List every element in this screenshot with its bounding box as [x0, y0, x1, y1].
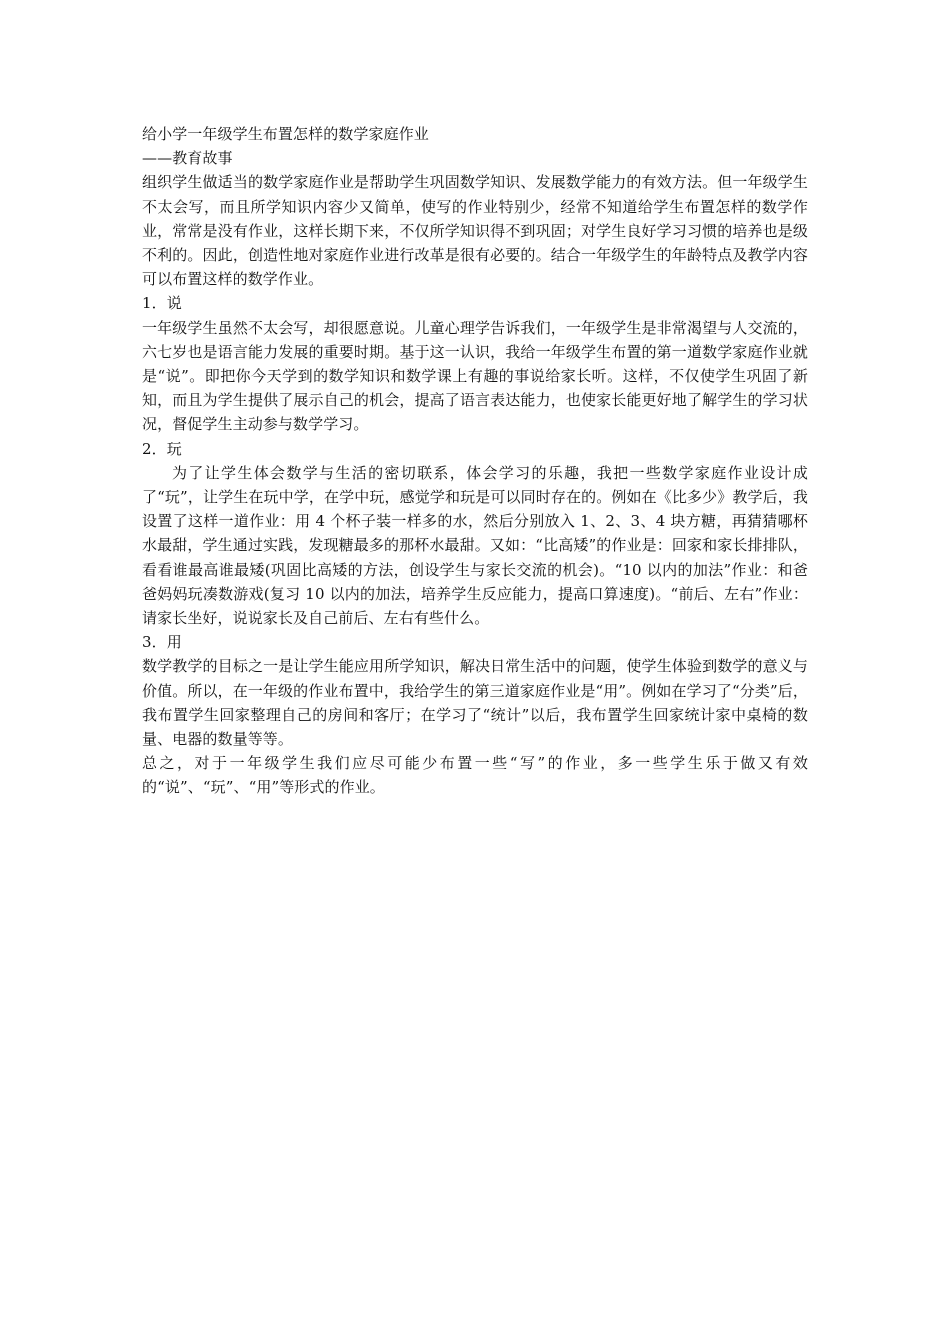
document-title: 给小学一年级学生布置怎样的数学家庭作业 [142, 125, 429, 143]
conclusion-paragraph: 总之，对于一年级学生我们应尽可能少布置一些“写”的作业，多一些学生乐于做又有效的“说”、“玩”、“用”等形式的作业。 [142, 754, 808, 797]
document-subtitle: ——教育故事 [142, 149, 233, 168]
section-heading-say: 1．说 [142, 294, 182, 313]
section-heading-use: 3．用 [142, 633, 182, 652]
section-body-play: 为了让学生体会数学与生活的密切联系，体会学习的乐趣，我把一些数学家庭作业设计成了“玩”，让学生在玩中学，在学中玩，感觉学和玩是可以同时存在的。例如在《比多少》教学后，我设置了这样一道作业：用 4 个杯子装一样多的水，然后分别放入 1、2、3、4 块方糖，再猜猜哪杯水最甜，学生通过实践，发现糖最多的那杯水最甜。又如：“比高矮”的作业是：回家和家长排排队，看看谁最高谁最矮(巩固比高矮的方法，创设学生与家长交流的机会)。“10 以内的加法”作业：和爸爸妈妈玩凑数游戏(复习 10 以内的加法，培养学生反应能力，提高口算速度)。“前后、左右”作业：请家长坐好，说说家长及自己前后、左右有些什么。 [142, 463, 808, 628]
document-page [142, 122, 808, 800]
intro-paragraph: 组织学生做适当的数学家庭作业是帮助学生巩固数学知识、发展数学能力的有效方法。但一年级学生不太会写，而且所学知识内容少又简单，使写的作业特别少，经常不知道给学生布置怎样的数学作业，常常是没有作业，这样长期下来，不仅所学知识得不到巩固；对学生良好学习习惯的培养也是级不利的。因此，创造性地对家庭作业进行改革是很有必要的。结合一年级学生的年龄特点及教学内容可以布置这样的数学作业。 [142, 173, 808, 289]
section-heading-play: 2．玩 [142, 439, 182, 458]
section-body-say: 一年级学生虽然不太会写，却很愿意说。儿童心理学告诉我们，一年级学生是非常渴望与人交流的，六七岁也是语言能力发展的重要时期。基于这一认识，我给一年级学生布置的第一道数学家庭作业就是“说”。即把你今天学到的数学知识和数学课上有趣的事说给家长听。这样，不仅使学生巩固了新知，而且为学生提供了展示自己的机会，提高了语言表达能力，也使家长能更好地了解学生的学习状况，督促学生主动参与数学学习。 [142, 318, 808, 434]
section-body-use: 数学教学的目标之一是让学生能应用所学知识，解决日常生活中的问题，使学生体验到数学的意义与价值。所以，在一年级的作业布置中，我给学生的第三道家庭作业是“用”。例如在学习了“分类”后，我布置学生回家整理自己的房间和客厅；在学习了“统计”以后，我布置学生回家统计家中桌椅的数量、电器的数量等等。 [142, 657, 808, 749]
